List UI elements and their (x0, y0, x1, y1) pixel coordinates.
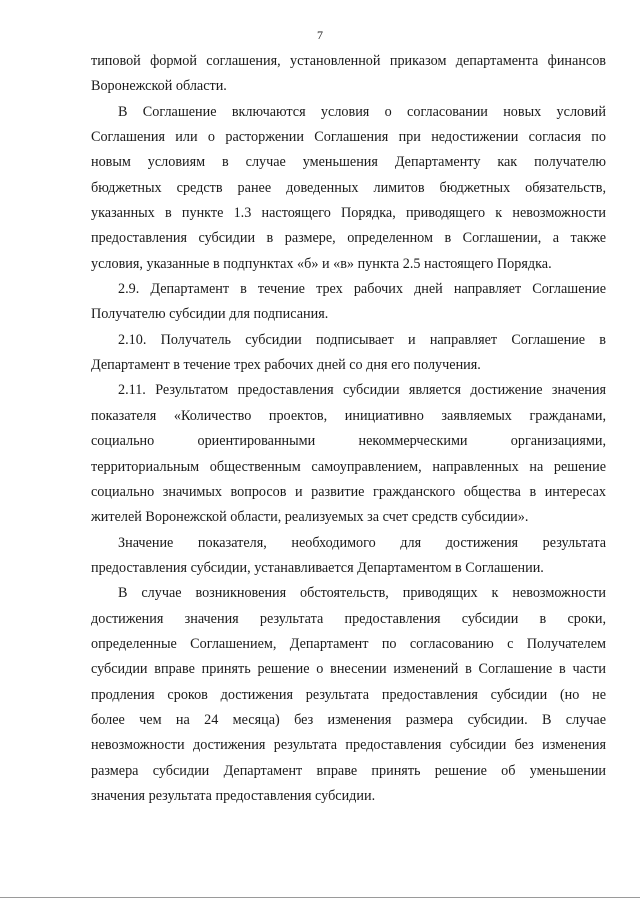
text-line: условия, указанные в подпунктах «б» и «в» пункта 2.5 настоящего Порядка. (91, 255, 552, 272)
text-line: социально значимых вопросов и развитие гражданского общества в интересах (91, 483, 606, 500)
text-line: предоставления субсидии в размере, определенном в Соглашении, а также (91, 230, 606, 247)
text-line: предоставления субсидии, устанавливается Департаментом в Соглашении. (91, 559, 544, 576)
text-line: достижения значения результата предоставления субсидии в сроки, (91, 610, 606, 627)
text-line: определенные Соглашением, Департамент по согласованию с Получателем (91, 635, 606, 652)
text-line: В Соглашение включаются условия о согласовании новых условий (118, 103, 606, 120)
text-line: бюджетных средств ранее доведенных лимитов бюджетных обязательств, (91, 179, 606, 196)
text-line: невозможности достижения результата предоставления субсидии без изменения (91, 737, 606, 754)
text-line: жителей Воронежской области, реализуемых за счет средств субсидии». (91, 509, 529, 526)
text-line: более чем на 24 месяца) без изменения размера субсидии. В случае (91, 711, 606, 728)
text-line: новым условиям в случае уменьшения Департаменту как получателю (91, 154, 606, 171)
text-line: типовой формой соглашения, установленной приказом департамента финансов (91, 53, 606, 69)
document-body (91, 49, 606, 809)
text-line: размера субсидии Департамент вправе принять решение об уменьшении (91, 762, 606, 779)
text-line: Получателю субсидии для подписания. (91, 306, 329, 323)
text-line: территориальным общественным самоуправлением, направленных на решение (91, 458, 606, 475)
text-line: Соглашения или о расторжении Соглашения при недостижении согласия по (91, 129, 606, 146)
text-line: 2.10. Получатель субсидии подписывает и направляет Соглашение в (118, 331, 606, 348)
text-line: 2.9. Департамент в течение трех рабочих дней направляет Соглашение (118, 281, 606, 298)
bottom-edge-line (0, 897, 640, 898)
text-line: Значение показателя, необходимого для достижения результата (118, 534, 606, 551)
text-line: продления сроков достижения результата предоставления субсидии (но не (91, 686, 606, 703)
text-line: 2.11. Результатом предоставления субсидии является достижение значения (118, 382, 606, 399)
text-line: Воронежской области. (91, 78, 227, 95)
text-line: показателя «Количество проектов, инициативно заявляемых гражданами, (91, 407, 606, 424)
text-line: значения результата предоставления субсидии. (91, 787, 376, 804)
text-line: указанных в пункте 1.3 настоящего Порядка, приводящего к невозможности (91, 205, 606, 222)
text-line: В случае возникновения обстоятельств, приводящих к невозможности (118, 585, 606, 602)
text-line: социально ориентированными некоммерческими организациями, (91, 433, 606, 450)
text-line: субсидии вправе принять решение о внесении изменений в Соглашение в части (91, 661, 606, 678)
text-line: Департамент в течение трех рабочих дней со дня его получения. (91, 357, 481, 374)
page-number: 7 (317, 28, 323, 42)
